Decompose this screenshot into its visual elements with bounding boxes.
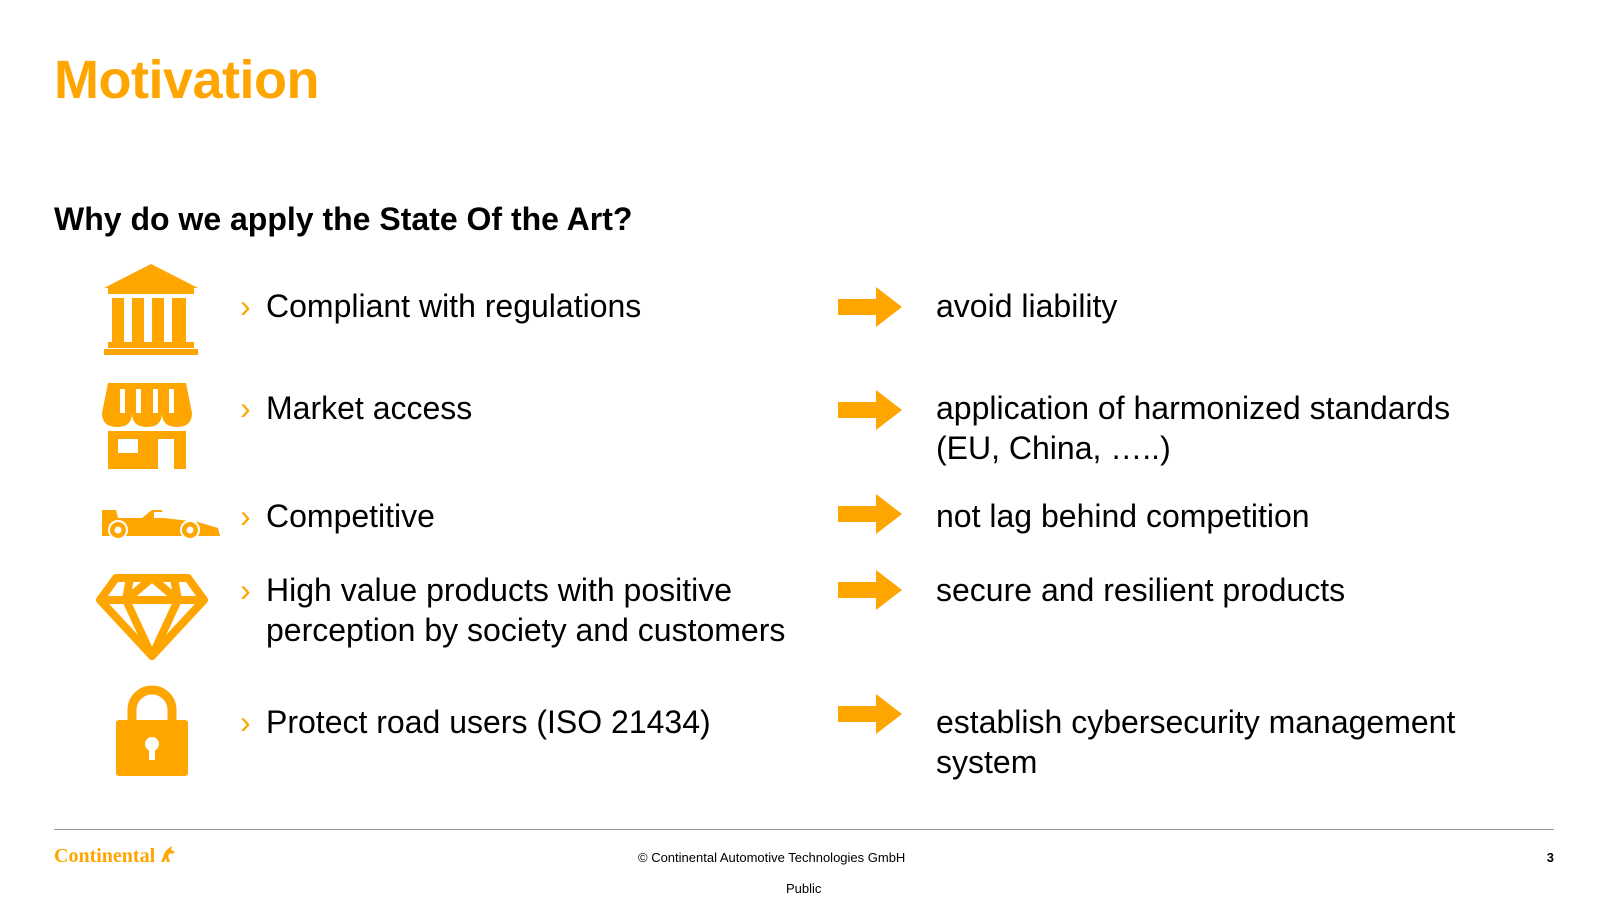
bank-building-icon <box>104 264 198 356</box>
arrow-right-icon <box>838 694 902 734</box>
reason-text <box>266 496 826 536</box>
bullet-marker: › <box>240 288 251 324</box>
result-line: secure and resilient products <box>936 572 1346 608</box>
result-line: avoid liability <box>936 288 1118 324</box>
bullet-marker: › <box>240 572 251 608</box>
copyright-notice: © Continental Automotive Technologies GmbH <box>638 850 906 865</box>
diamond-icon <box>96 574 208 660</box>
footer-divider <box>54 829 1554 830</box>
arrow-right-icon <box>838 494 902 534</box>
reason-text <box>266 388 826 428</box>
bullet-marker: › <box>240 390 251 426</box>
arrow-right-icon <box>838 287 902 327</box>
bullet-marker: › <box>240 498 251 534</box>
race-car-icon <box>102 506 220 540</box>
result-text <box>936 570 1536 610</box>
page-number: 3 <box>1546 850 1554 865</box>
horse-emblem-icon <box>161 846 175 862</box>
arrow-right-icon <box>838 390 902 430</box>
reason-text <box>266 570 826 650</box>
logo-wordmark: Continental <box>54 845 156 867</box>
result-line: not lag behind competition <box>936 498 1310 534</box>
arrow-right-icon <box>838 570 902 610</box>
reason-line: Competitive <box>266 498 435 534</box>
result-line: application of harmonized standards <box>936 390 1451 426</box>
result-text <box>936 702 1536 782</box>
result-text <box>936 286 1536 326</box>
classification-label: Public <box>786 881 822 896</box>
storefront-icon <box>102 383 192 469</box>
reason-text <box>266 702 826 742</box>
reason-line: High value products with positive <box>266 572 733 608</box>
padlock-icon <box>116 684 188 776</box>
continental-logo <box>54 842 176 868</box>
result-text <box>936 496 1536 536</box>
reason-line: Market access <box>266 390 473 426</box>
slide-title: Motivation <box>54 50 319 110</box>
result-line: (EU, China, …..) <box>936 430 1171 466</box>
result-text <box>936 388 1536 468</box>
reason-line: Compliant with regulations <box>266 288 642 324</box>
result-line: establish cybersecurity management <box>936 704 1456 740</box>
reason-line: Protect road users (ISO 21434) <box>266 704 711 740</box>
reason-text <box>266 286 826 326</box>
result-line: system <box>936 744 1038 780</box>
bullet-marker: › <box>240 704 251 740</box>
slide-subtitle: Why do we apply the State Of the Art? <box>54 201 633 237</box>
reason-line: perception by society and customers <box>266 612 786 648</box>
